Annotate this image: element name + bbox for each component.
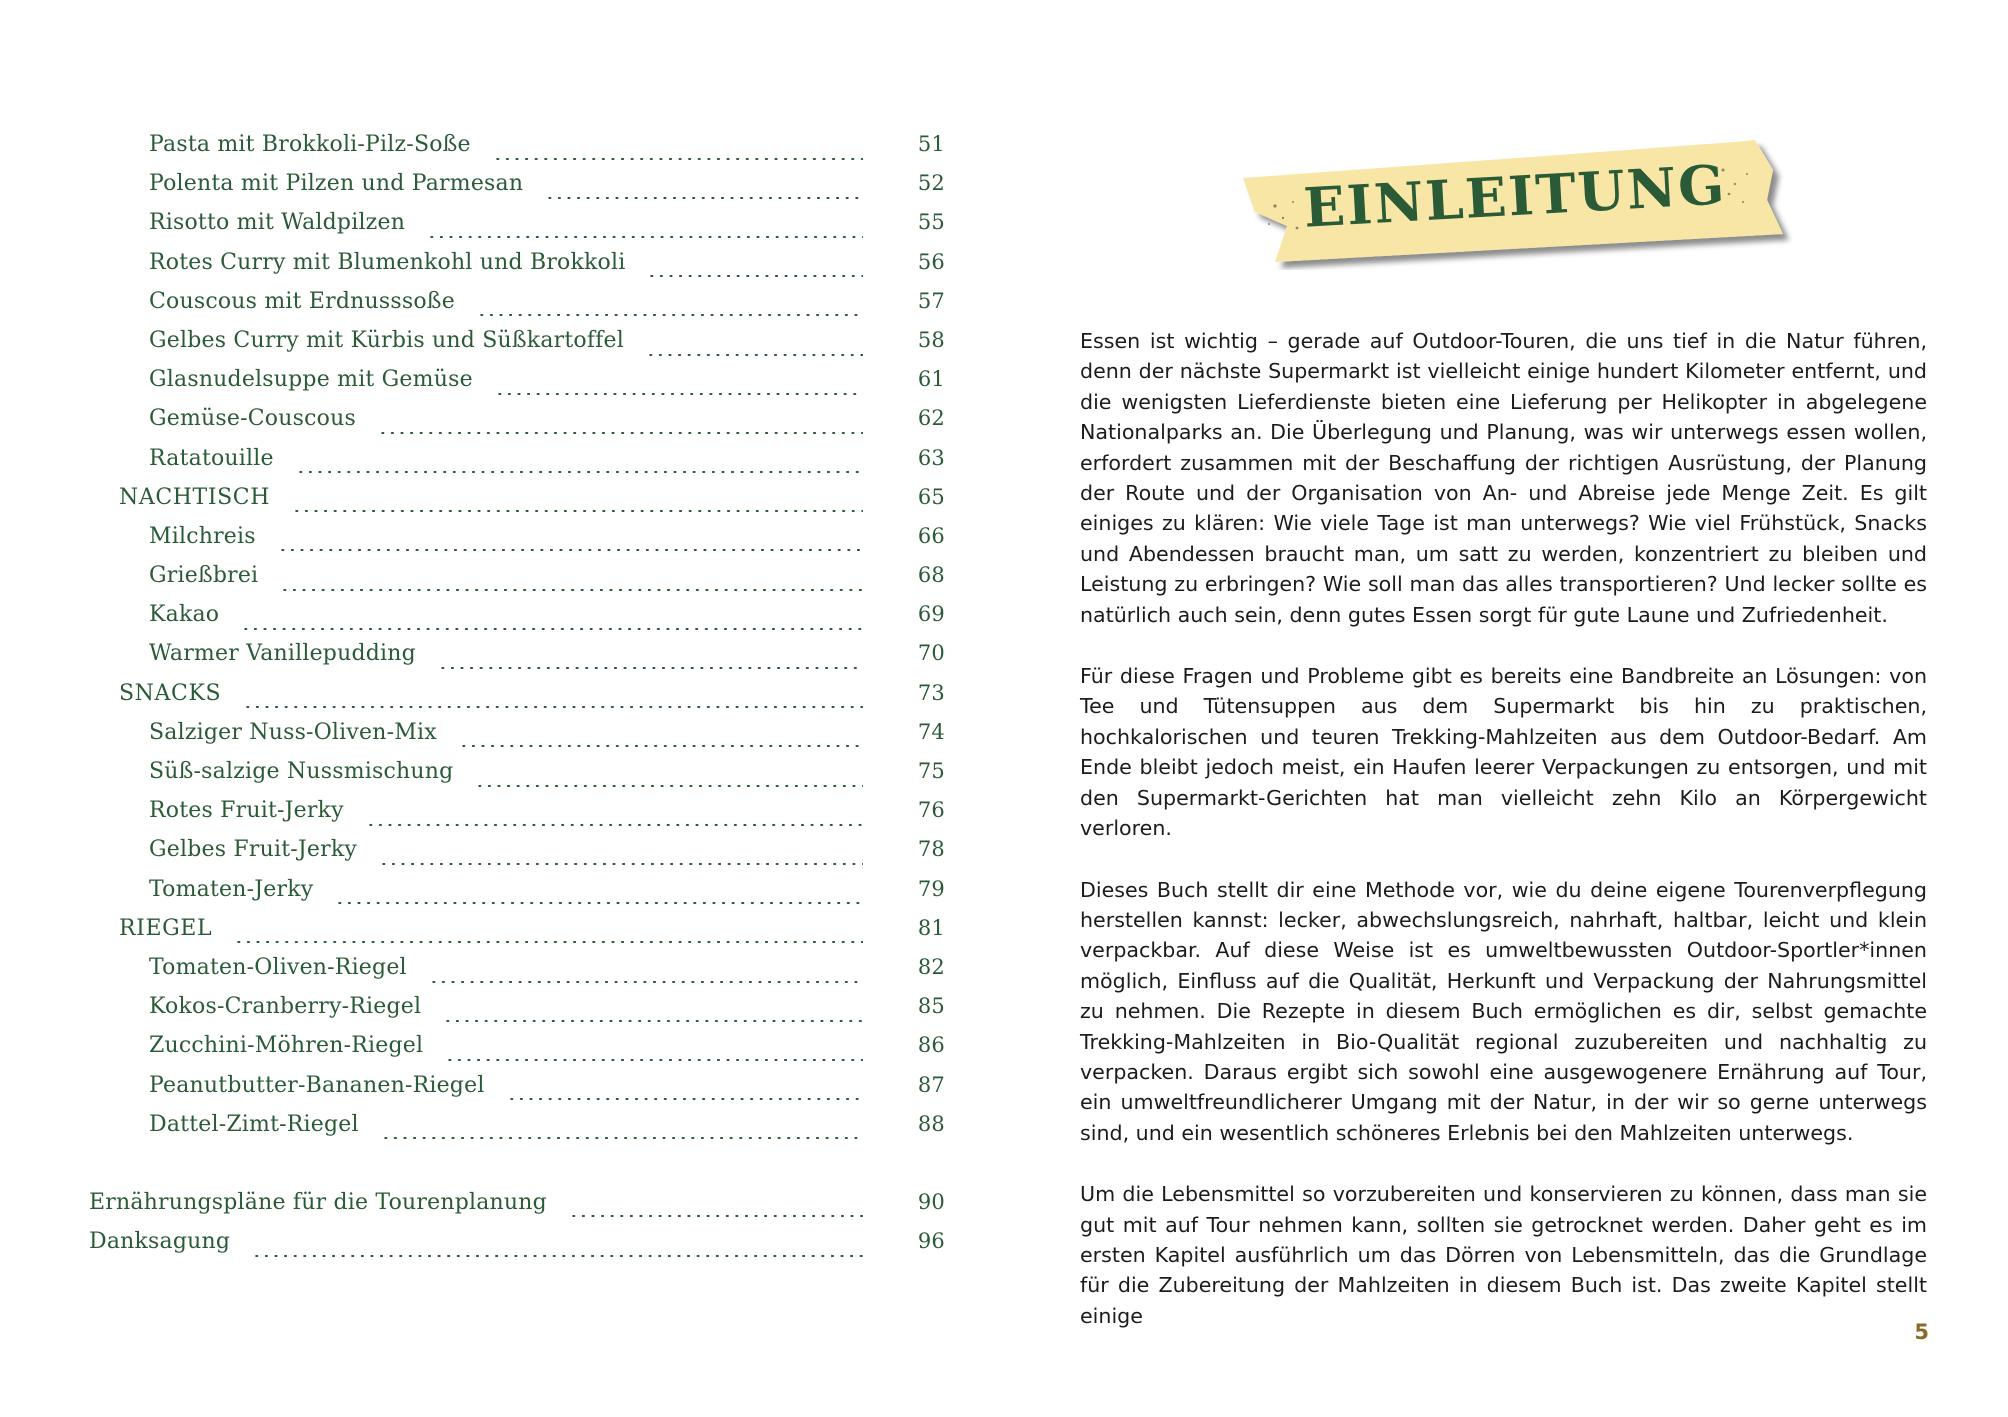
- toc-entry-page: 86: [917, 1033, 945, 1058]
- toc-entry-title: Tomaten-Jerky: [149, 876, 314, 902]
- dot-leader: [646, 354, 863, 356]
- toc-entry-page: 56: [917, 249, 945, 274]
- chapter-title-banner: [1235, 130, 1795, 270]
- toc-entry-page: 75: [917, 759, 945, 783]
- toc-entry-page: 76: [917, 798, 945, 823]
- toc-entry-page: 52: [917, 171, 945, 196]
- toc-entry: [85, 328, 945, 367]
- toc-entry-title: Kokos-Cranberry-Riegel: [149, 994, 422, 1020]
- dot-leader: [569, 1215, 863, 1217]
- toc-entry-title: Dattel-Zimt-Riegel: [149, 1111, 359, 1137]
- toc-entry-title: RIEGEL: [119, 915, 213, 941]
- toc-entry-page: 65: [917, 484, 945, 509]
- dot-leader: [427, 236, 863, 238]
- dot-leader: [241, 628, 863, 630]
- body-paragraph: Essen ist wichtig – gerade auf Outdoor-Touren, die uns tief in die Natur führen, denn der nächste Supermarkt ist vielleicht einige hundert Kilometer entfernt, und die wenigsten Lieferdienste bieten eine Lieferung per Helikopter in abgelegene Nationalparks an. Die Überlegung und Planung, was wir unterwegs essen wollen, erfordert zusammen mit der Beschaffung der richtigen Ausrüstung, der Planung der Route und der Organisation von An- und Abreise jede Menge Zeit. Es gilt einiges zu klären: Wie viele Tage ist man unterwegs? Wie viel Frühstück, Snacks und Abendessen braucht man, um satt zu werden, konzentriert zu bleiben und Leistung zu erbringen? Wie soll man das alles transportieren? Und lecker sollte es natürlich auch sein, denn gutes Essen sorgt für gute Laune und Zufriedenheit.: [1080, 329, 1927, 627]
- toc-entry-page: 79: [917, 876, 945, 901]
- dot-leader: [507, 1098, 863, 1100]
- dot-leader: [335, 902, 863, 904]
- toc-entry: [85, 798, 945, 837]
- dot-leader: [429, 981, 863, 983]
- toc-spacer: [85, 1151, 945, 1190]
- toc-entry-title: Rotes Fruit-Jerky: [149, 798, 344, 824]
- toc-entry: [85, 171, 945, 210]
- toc-entry: [85, 641, 945, 680]
- toc-entry: [85, 994, 945, 1033]
- toc-entry-title: Warmer Vanillepudding: [149, 641, 416, 667]
- chapter-body: [1080, 326, 1927, 1362]
- toc-entry: [85, 602, 945, 641]
- toc-entry: [85, 837, 945, 876]
- toc-entry-page: 62: [917, 406, 945, 431]
- toc-entry-page: 87: [917, 1072, 945, 1097]
- toc-entry: [85, 916, 945, 955]
- dot-leader: [493, 158, 863, 160]
- toc-entry-title: Rotes Curry mit Blumenkohl und Brokkoli: [149, 249, 626, 275]
- toc-entry-page: 85: [917, 994, 945, 1019]
- dot-leader: [234, 941, 863, 943]
- toc-entry-page: 61: [917, 367, 945, 392]
- toc-entry: [85, 759, 945, 798]
- toc-entry-title: Milchreis: [149, 523, 256, 549]
- toc-entry-title: Zucchini-Möhren-Riegel: [149, 1033, 424, 1059]
- dot-leader: [292, 510, 863, 512]
- body-paragraph: Um die Lebensmittel so vorzubereiten und konservieren zu können, dass man sie gut mit auf Tour nehmen kann, sollten sie getrocknet werden. Daher geht es im ersten Kapitel ausführlich um das Dörren von Lebensmitteln, das die Grundlage für die Zubereitung der Mahlzeiten in diesem Buch ist. Das zweite Kapitel stellt einige: [1080, 1182, 1927, 1328]
- toc-entry-title: Ratatouille: [149, 445, 274, 471]
- chapter-title: EINLEITUNG: [1302, 152, 1728, 240]
- toc-entry: [85, 563, 945, 602]
- toc-entry: [85, 681, 945, 720]
- toc-entry-page: 66: [917, 523, 945, 548]
- toc-entry: [85, 877, 945, 916]
- toc-entry-title: Kakao: [149, 602, 220, 628]
- toc-entry: [85, 524, 945, 563]
- dot-leader: [381, 1137, 863, 1139]
- dot-leader: [280, 589, 863, 591]
- toc-entry-title: Gelbes Curry mit Kürbis und Süßkartoffel: [149, 327, 624, 353]
- toc-entry: [85, 250, 945, 289]
- dot-leader: [379, 863, 863, 865]
- toc-entry-title: Couscous mit Erdnusssoße: [149, 288, 455, 314]
- toc-entry-page: 51: [917, 132, 945, 156]
- toc-entry-page: 81: [917, 915, 945, 940]
- toc-entry-page: 88: [917, 1111, 945, 1136]
- table-of-contents: [85, 132, 945, 1268]
- toc-entry: [85, 446, 945, 485]
- toc-entry-title: Risotto mit Waldpilzen: [149, 210, 406, 236]
- toc-entry-title: Ernährungspläne für die Tourenplanung: [89, 1189, 547, 1215]
- dot-leader: [296, 471, 863, 473]
- toc-entry-page: 90: [917, 1189, 945, 1214]
- toc-entry: [85, 132, 945, 171]
- toc-entry-page: 69: [917, 602, 945, 627]
- toc-entry-page: 96: [917, 1229, 945, 1254]
- toc-entry: [85, 289, 945, 328]
- toc-entry-page: 78: [917, 837, 945, 862]
- toc-entry-page: 68: [917, 563, 945, 588]
- dot-leader: [252, 1255, 863, 1257]
- dot-leader: [647, 275, 863, 277]
- body-paragraph: Für diese Fragen und Probleme gibt es bereits eine Bandbreite an Lösungen: von Tee und Tütensuppen aus dem Supermarkt bis hin zu praktischen, hochkalorischen und teuren Trekking-Mahlzeiten aus dem Outdoor-Bedarf. Am Ende bleibt jedoch meist, ein Haufen leerer Verpackungen zu entsorgen, und mit den Supermarkt-Gerichten hat man vielleicht zehn Kilo an Körpergewicht verloren.: [1080, 664, 1927, 841]
- dot-leader: [459, 745, 863, 747]
- toc-entry: [85, 1229, 945, 1268]
- toc-entry-title: Gemüse-Couscous: [149, 406, 356, 432]
- dot-leader: [445, 1059, 863, 1061]
- toc-entry: [85, 367, 945, 406]
- dot-leader: [278, 549, 863, 551]
- toc-entry-title: Pasta mit Brokkoli-Pilz-Soße: [149, 132, 471, 157]
- dot-leader: [495, 393, 863, 395]
- toc-entry: [85, 955, 945, 994]
- dot-leader: [438, 667, 863, 669]
- toc-entry-title: Peanutbutter-Bananen-Riegel: [149, 1072, 485, 1098]
- dot-leader: [545, 197, 863, 199]
- toc-entry-title: Danksagung: [89, 1229, 231, 1255]
- toc-entry-page: 58: [917, 327, 945, 352]
- toc-entry-page: 57: [917, 288, 945, 313]
- toc-entry-page: 74: [917, 719, 945, 744]
- toc-entry: [85, 1112, 945, 1151]
- toc-entry-title: Tomaten-Oliven-Riegel: [149, 954, 407, 980]
- dot-leader: [378, 432, 863, 434]
- toc-entry-title: NACHTISCH: [119, 484, 271, 510]
- dot-leader: [475, 785, 863, 787]
- toc-entry-page: 73: [917, 680, 945, 705]
- toc-entry: [85, 1190, 945, 1229]
- dot-leader: [366, 824, 863, 826]
- toc-entry-title: Grießbrei: [149, 563, 259, 589]
- toc-entry-title: Süß-salzige Nussmischung: [149, 759, 454, 784]
- dot-leader: [477, 314, 863, 316]
- page-number: 5: [1914, 1320, 1929, 1344]
- toc-entry-page: 55: [917, 210, 945, 235]
- toc-entry-title: Gelbes Fruit-Jerky: [149, 837, 357, 863]
- body-paragraph: Dieses Buch stellt dir eine Methode vor, wie du deine eigene Tourenverpflegung herstellen kannst: lecker, abwechslungsreich, nahrhaft, haltbar, leicht und klein verpackbar. Auf diese Weise ist es umweltbewussten Outdoor-Sportler*innen möglich, Einfluss auf die Qualität, Herkunft und Verpackung der Nahrungsmittel zu nehmen. Die Rezepte in diesem Buch ermöglichen es dir, selbst gemachte Trekking-Mahlzeiten in Bio-Qualität regional zuzubereiten und nachhaltig zu verpacken. Daraus ergibt sich sowohl eine ausgewogenere Ernährung auf Tour, ein umweltfreundlicherer Umgang mit der Natur, in der wir so gerne unterwegs sind, und ein wesentlich schöneres Erlebnis bei den Mahlzeiten unterwegs.: [1080, 877, 1927, 1145]
- toc-entry-title: Salziger Nuss-Oliven-Mix: [149, 719, 437, 745]
- toc-entry: [85, 720, 945, 759]
- toc-entry: [85, 485, 945, 524]
- toc-entry-title: Polenta mit Pilzen und Parmesan: [149, 171, 524, 197]
- toc-entry-page: 63: [917, 445, 945, 470]
- toc-entry-page: 70: [917, 641, 945, 666]
- toc-entry: [85, 1073, 945, 1112]
- toc-entry-title: SNACKS: [119, 680, 222, 706]
- dot-leader: [443, 1020, 863, 1022]
- toc-entry-page: 82: [917, 954, 945, 979]
- toc-entry-title: Glasnudelsuppe mit Gemüse: [149, 367, 473, 393]
- toc-entry: [85, 210, 945, 249]
- toc-entry: [85, 1033, 945, 1072]
- dot-leader: [243, 706, 863, 708]
- toc-entry: [85, 406, 945, 445]
